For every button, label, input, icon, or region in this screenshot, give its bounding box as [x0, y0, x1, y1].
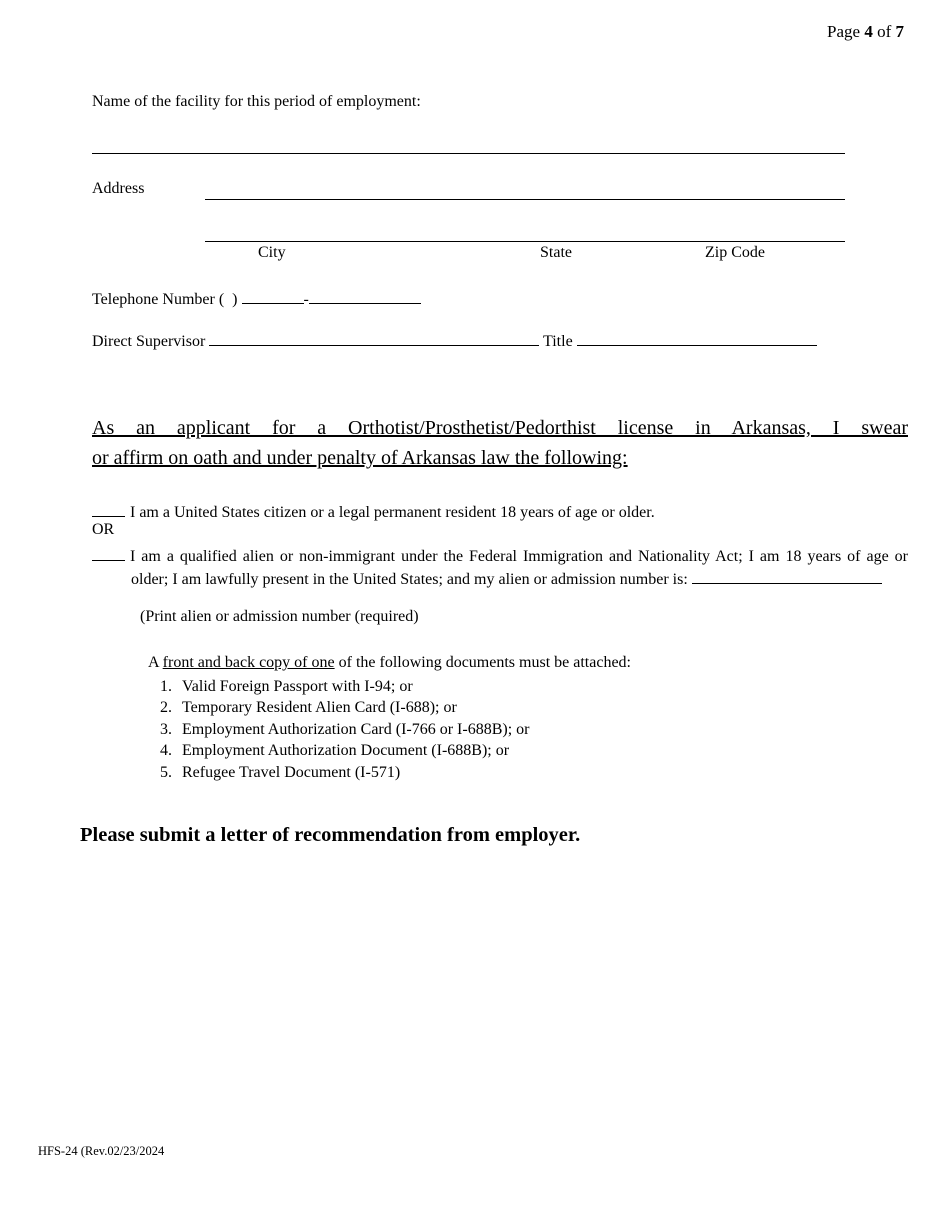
facility-name-input-line[interactable] [92, 153, 845, 154]
address-label: Address [92, 180, 145, 197]
citizen-statement-text: I am a United States citizen or a legal permanent resident 18 years of age or older. [130, 503, 655, 521]
oath-heading-line1: As an applicant for a Orthotist/Prosthetist/Pedorthist license in Arkansas, I swear [92, 417, 908, 439]
admission-number-input-line[interactable] [692, 567, 882, 584]
alien-statement-text: I am a qualified alien or non-immigrant under the Federal Immigration and Nationality Act; I am 18 years of age or older; I am lawfully present in the United States; and my alien or admission number is: [130, 547, 908, 589]
phone-separator: - [303, 290, 309, 308]
phone-prefix-input-line[interactable] [242, 287, 304, 304]
zip-code-label: Zip Code [705, 244, 765, 261]
of-word: of [872, 22, 896, 41]
attach-suffix: of the following documents must be attached: [334, 654, 631, 671]
supervisor-input-line[interactable] [209, 329, 539, 346]
oath-heading-line2: or affirm on oath and under penalty of Arkansas law the following: [92, 447, 628, 469]
supervisor-row [92, 329, 817, 351]
document-list-item: 2. Temporary Resident Alien Card (I-688); or [176, 697, 828, 719]
facility-name-label: Name of the facility for this period of employment: [92, 93, 421, 110]
citizen-statement-row [92, 500, 922, 522]
print-admission-note: (Print alien or admission number (required) [140, 608, 419, 625]
attach-intro [148, 652, 828, 674]
total-pages: 7 [895, 22, 904, 41]
phone-number-input-line[interactable] [309, 287, 421, 304]
or-label: OR [92, 521, 115, 538]
form-revision-footer: HFS-24 (Rev.02/23/2024 [38, 1144, 165, 1158]
attach-underlined-phrase: front and back copy of one [162, 654, 335, 671]
attach-prefix: A [148, 654, 163, 671]
page-indicator [827, 22, 904, 42]
state-label: State [540, 244, 572, 261]
telephone-label: Telephone Number ( ) [92, 290, 242, 308]
city-label: City [258, 244, 286, 261]
telephone-row [92, 287, 421, 309]
attached-documents-section [148, 652, 828, 783]
page-number: 4 [864, 22, 873, 41]
document-list-item: 1. Valid Foreign Passport with I-94; or [176, 676, 828, 698]
document-list-item: 4. Employment Authorization Document (I-688B); or [176, 740, 828, 762]
city-state-zip-input-line[interactable] [205, 241, 845, 242]
title-label: Title [539, 332, 577, 350]
alien-statement-row [92, 544, 908, 591]
oath-heading [92, 413, 908, 473]
document-list [148, 676, 828, 784]
alien-oath-check-line[interactable] [92, 544, 125, 561]
document-list-item: 5. Refugee Travel Document (I-571) [176, 762, 828, 784]
document-list-item: 3. Employment Authorization Card (I-766 or I-688B); or [176, 719, 828, 741]
recommendation-note: Please submit a letter of recommendation from employer. [80, 824, 581, 846]
supervisor-label: Direct Supervisor [92, 332, 210, 350]
title-input-line[interactable] [577, 329, 817, 346]
address-input-line[interactable] [205, 199, 845, 200]
citizen-oath-check-line[interactable] [92, 500, 125, 517]
page-word: Page [827, 22, 865, 41]
